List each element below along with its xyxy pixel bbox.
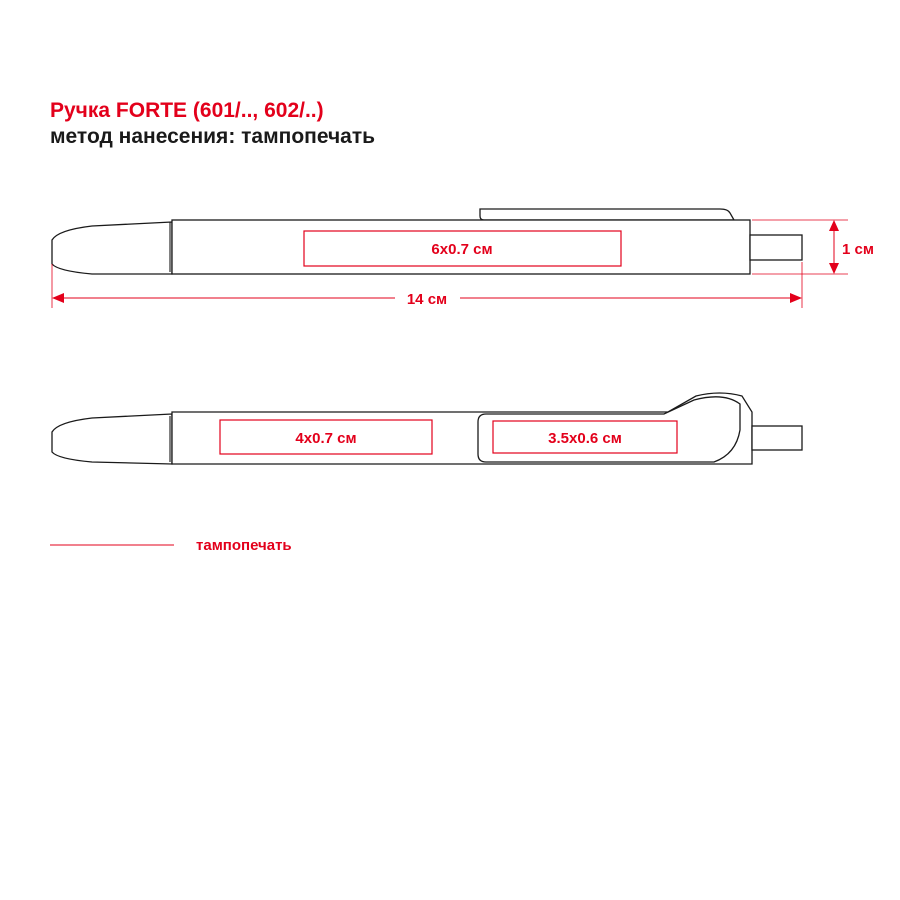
height-label: 1 см — [842, 241, 874, 258]
legend-label: тампопечать — [196, 537, 292, 554]
page-subtitle: метод нанесения: тампопечать — [50, 125, 376, 148]
pen-bottom-body-area-label: 4x0.7 см — [295, 430, 357, 447]
legend — [50, 537, 292, 554]
pen-top-clip — [480, 209, 734, 220]
length-label: 14 см — [406, 291, 448, 308]
pen-top-button — [750, 235, 802, 260]
pen-top-tip — [52, 222, 172, 274]
pen-bottom-tip — [52, 414, 172, 464]
pen-bottom-button — [752, 426, 802, 450]
pen-top-print-area-label: 6x0.7 см — [431, 241, 493, 258]
pen-top — [52, 209, 802, 274]
pen-bottom — [52, 393, 802, 464]
pen-bottom-clip-area-label: 3.5x0.6 см — [548, 430, 622, 447]
page-title: Ручка FORTE (601/.., 602/..) — [50, 99, 324, 122]
